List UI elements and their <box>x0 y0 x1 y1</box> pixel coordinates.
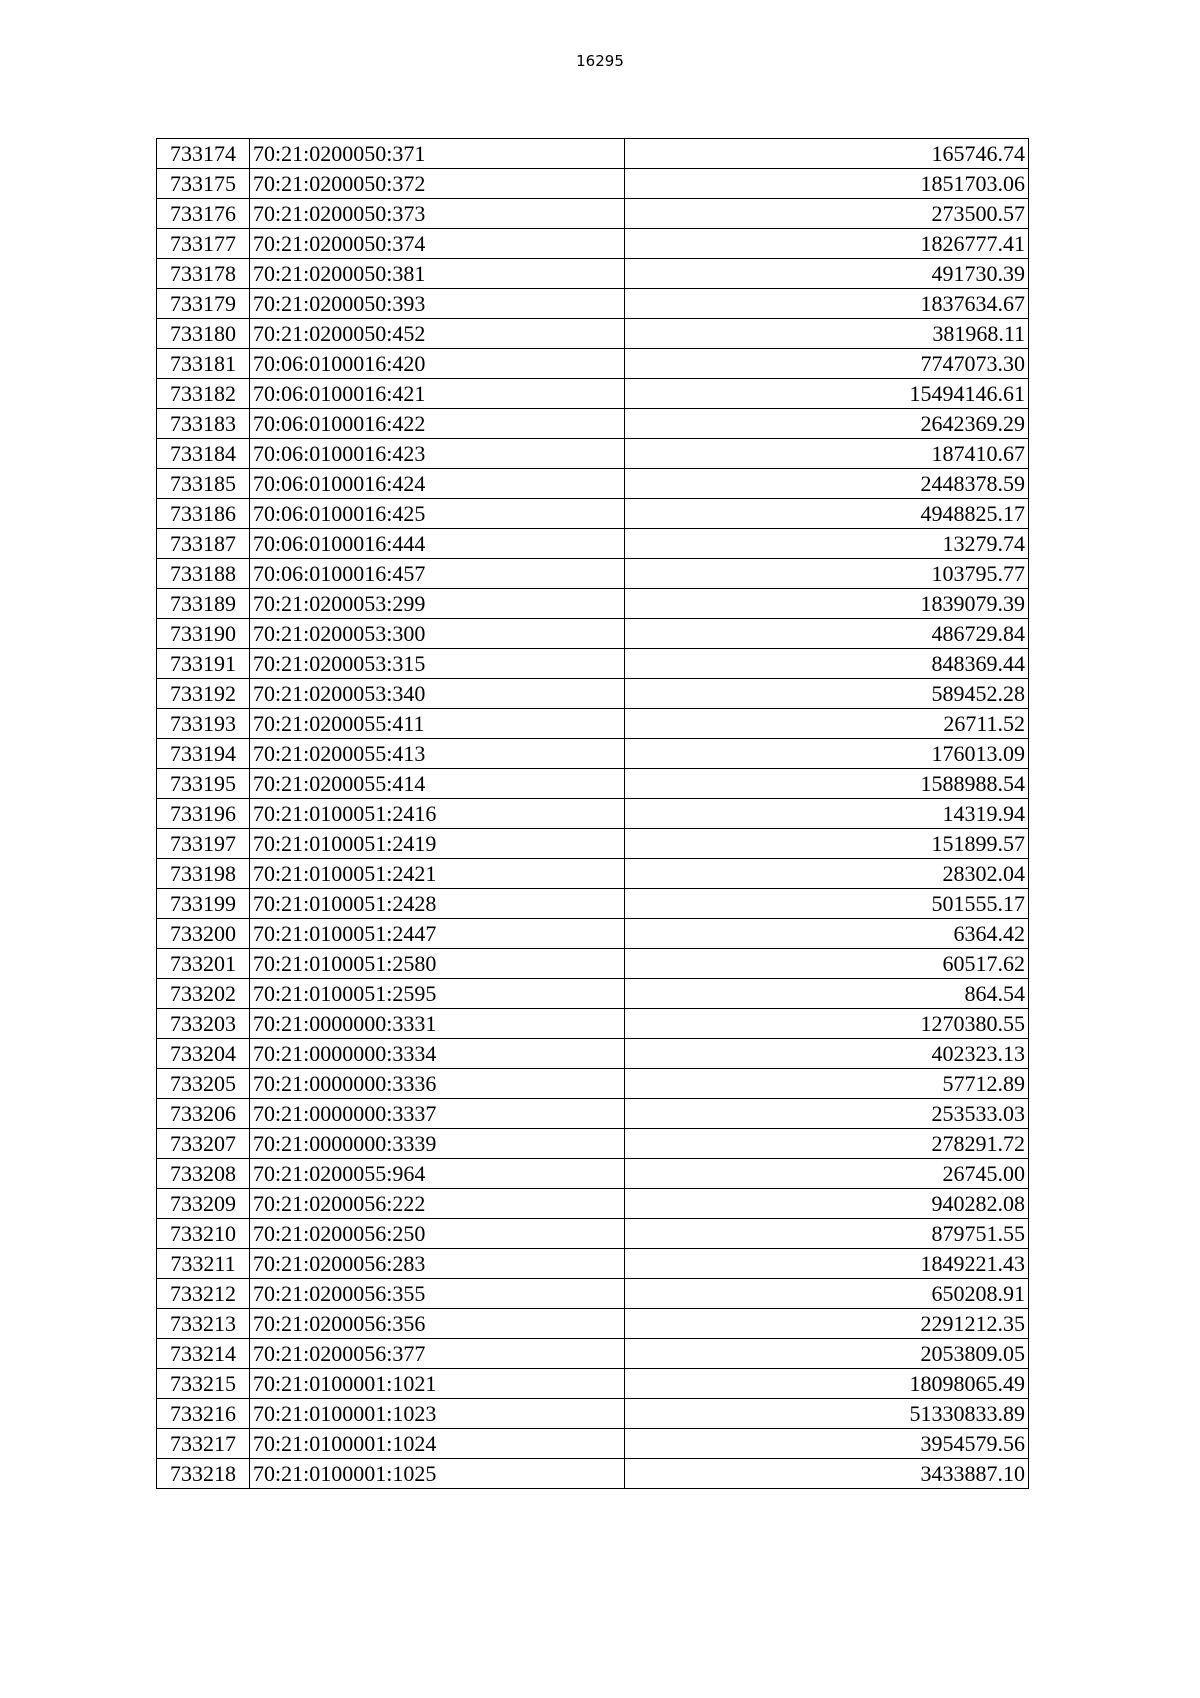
row-number-cell: 733187 <box>157 529 250 559</box>
row-number-cell: 733200 <box>157 919 250 949</box>
cadastral-number-cell: 70:21:0200056:283 <box>250 1249 625 1279</box>
table-row <box>157 199 1029 229</box>
table-row <box>157 1429 1029 1459</box>
cadastral-value-cell: 103795.77 <box>625 559 1029 589</box>
cadastral-value-cell: 187410.67 <box>625 439 1029 469</box>
table-row <box>157 469 1029 499</box>
row-number-cell: 733189 <box>157 589 250 619</box>
cadastral-number-cell: 70:21:0200050:372 <box>250 169 625 199</box>
cadastral-number-cell: 70:21:0200055:414 <box>250 769 625 799</box>
cadastral-number-cell: 70:21:0200050:373 <box>250 199 625 229</box>
cadastral-value-cell: 2291212.35 <box>625 1309 1029 1339</box>
table-row <box>157 949 1029 979</box>
row-number-cell: 733216 <box>157 1399 250 1429</box>
row-number-cell: 733211 <box>157 1249 250 1279</box>
cadastral-number-cell: 70:21:0100051:2580 <box>250 949 625 979</box>
row-number-cell: 733190 <box>157 619 250 649</box>
cadastral-value-cell: 1839079.39 <box>625 589 1029 619</box>
row-number-cell: 733191 <box>157 649 250 679</box>
table-row <box>157 589 1029 619</box>
row-number-cell: 733197 <box>157 829 250 859</box>
row-number-cell: 733208 <box>157 1159 250 1189</box>
table-row <box>157 439 1029 469</box>
cadastral-number-cell: 70:21:0000000:3336 <box>250 1069 625 1099</box>
row-number-cell: 733214 <box>157 1339 250 1369</box>
table-row <box>157 1249 1029 1279</box>
table-row <box>157 1159 1029 1189</box>
cadastral-value-cell: 60517.62 <box>625 949 1029 979</box>
table-row <box>157 1309 1029 1339</box>
cadastral-number-cell: 70:21:0100001:1025 <box>250 1459 625 1489</box>
cadastral-number-cell: 70:21:0200050:393 <box>250 289 625 319</box>
cadastral-value-cell: 165746.74 <box>625 139 1029 169</box>
cadastral-value-cell: 273500.57 <box>625 199 1029 229</box>
cadastral-value-cell: 57712.89 <box>625 1069 1029 1099</box>
row-number-cell: 733178 <box>157 259 250 289</box>
row-number-cell: 733212 <box>157 1279 250 1309</box>
cadastral-value-cell: 589452.28 <box>625 679 1029 709</box>
cadastral-number-cell: 70:21:0200055:964 <box>250 1159 625 1189</box>
row-number-cell: 733192 <box>157 679 250 709</box>
cadastral-value-cell: 3433887.10 <box>625 1459 1029 1489</box>
cadastral-value-cell: 1849221.43 <box>625 1249 1029 1279</box>
table-row <box>157 649 1029 679</box>
table-row <box>157 229 1029 259</box>
row-number-cell: 733198 <box>157 859 250 889</box>
cadastral-value-cell: 381968.11 <box>625 319 1029 349</box>
cadastral-number-cell: 70:06:0100016:444 <box>250 529 625 559</box>
cadastral-number-cell: 70:21:0100001:1021 <box>250 1369 625 1399</box>
cadastral-number-cell: 70:06:0100016:420 <box>250 349 625 379</box>
row-number-cell: 733206 <box>157 1099 250 1129</box>
row-number-cell: 733217 <box>157 1429 250 1459</box>
cadastral-number-cell: 70:21:0200056:377 <box>250 1339 625 1369</box>
cadastral-value-cell: 864.54 <box>625 979 1029 1009</box>
row-number-cell: 733201 <box>157 949 250 979</box>
cadastral-value-cell: 151899.57 <box>625 829 1029 859</box>
cadastral-value-cell: 3954579.56 <box>625 1429 1029 1459</box>
cadastral-number-cell: 70:06:0100016:424 <box>250 469 625 499</box>
row-number-cell: 733213 <box>157 1309 250 1339</box>
cadastral-value-cell: 15494146.61 <box>625 379 1029 409</box>
table-body <box>157 139 1029 1489</box>
cadastral-number-cell: 70:21:0100001:1024 <box>250 1429 625 1459</box>
cadastral-number-cell: 70:21:0100051:2595 <box>250 979 625 1009</box>
table-row <box>157 139 1029 169</box>
cadastral-number-cell: 70:21:0200056:222 <box>250 1189 625 1219</box>
cadastral-value-cell: 253533.03 <box>625 1099 1029 1129</box>
table-row <box>157 799 1029 829</box>
table-row <box>157 1279 1029 1309</box>
table-row <box>157 169 1029 199</box>
cadastral-number-cell: 70:21:0200053:300 <box>250 619 625 649</box>
cadastral-number-cell: 70:06:0100016:422 <box>250 409 625 439</box>
row-number-cell: 733185 <box>157 469 250 499</box>
table-row <box>157 1069 1029 1099</box>
table-row <box>157 1339 1029 1369</box>
cadastral-value-cell: 1851703.06 <box>625 169 1029 199</box>
cadastral-number-cell: 70:21:0100001:1023 <box>250 1399 625 1429</box>
row-number-cell: 733199 <box>157 889 250 919</box>
row-number-cell: 733218 <box>157 1459 250 1489</box>
table-row <box>157 379 1029 409</box>
cadastral-value-cell: 13279.74 <box>625 529 1029 559</box>
row-number-cell: 733180 <box>157 319 250 349</box>
table-row <box>157 709 1029 739</box>
cadastral-number-cell: 70:06:0100016:421 <box>250 379 625 409</box>
table-row <box>157 1009 1029 1039</box>
page-number: 16295 <box>576 52 624 70</box>
cadastral-number-cell: 70:21:0000000:3339 <box>250 1129 625 1159</box>
cadastral-value-cell: 6364.42 <box>625 919 1029 949</box>
table-row <box>157 979 1029 1009</box>
cadastral-number-cell: 70:21:0100051:2421 <box>250 859 625 889</box>
cadastral-value-cell: 1588988.54 <box>625 769 1029 799</box>
cadastral-number-cell: 70:21:0100051:2447 <box>250 919 625 949</box>
cadastral-value-cell: 28302.04 <box>625 859 1029 889</box>
row-number-cell: 733188 <box>157 559 250 589</box>
cadastral-number-cell: 70:21:0100051:2428 <box>250 889 625 919</box>
row-number-cell: 733184 <box>157 439 250 469</box>
table-row <box>157 829 1029 859</box>
cadastral-number-cell: 70:21:0200050:381 <box>250 259 625 289</box>
table-row <box>157 619 1029 649</box>
table-row <box>157 1459 1029 1489</box>
row-number-cell: 733210 <box>157 1219 250 1249</box>
cadastral-value-cell: 51330833.89 <box>625 1399 1029 1429</box>
cadastral-number-cell: 70:21:0200050:371 <box>250 139 625 169</box>
table-row <box>157 1399 1029 1429</box>
table-row <box>157 1039 1029 1069</box>
row-number-cell: 733176 <box>157 199 250 229</box>
cadastral-number-cell: 70:21:0200053:299 <box>250 589 625 619</box>
cadastral-number-cell: 70:21:0200056:355 <box>250 1279 625 1309</box>
table-row <box>157 259 1029 289</box>
cadastral-value-cell: 7747073.30 <box>625 349 1029 379</box>
cadastral-value-cell: 1837634.67 <box>625 289 1029 319</box>
row-number-cell: 733181 <box>157 349 250 379</box>
row-number-cell: 733175 <box>157 169 250 199</box>
cadastral-number-cell: 70:06:0100016:457 <box>250 559 625 589</box>
cadastral-number-cell: 70:21:0200050:374 <box>250 229 625 259</box>
cadastral-number-cell: 70:21:0000000:3331 <box>250 1009 625 1039</box>
row-number-cell: 733194 <box>157 739 250 769</box>
row-number-cell: 733177 <box>157 229 250 259</box>
cadastral-number-cell: 70:21:0100051:2416 <box>250 799 625 829</box>
table-row <box>157 679 1029 709</box>
row-number-cell: 733183 <box>157 409 250 439</box>
row-number-cell: 733202 <box>157 979 250 1009</box>
cadastral-value-cell: 2448378.59 <box>625 469 1029 499</box>
cadastral-value-cell: 4948825.17 <box>625 499 1029 529</box>
cadastral-number-cell: 70:06:0100016:425 <box>250 499 625 529</box>
table-row <box>157 919 1029 949</box>
table-row <box>157 1099 1029 1129</box>
row-number-cell: 733193 <box>157 709 250 739</box>
cadastral-value-cell: 940282.08 <box>625 1189 1029 1219</box>
row-number-cell: 733203 <box>157 1009 250 1039</box>
table-row <box>157 769 1029 799</box>
cadastral-number-cell: 70:21:0100051:2419 <box>250 829 625 859</box>
row-number-cell: 733174 <box>157 139 250 169</box>
row-number-cell: 733186 <box>157 499 250 529</box>
row-number-cell: 733204 <box>157 1039 250 1069</box>
cadastral-value-cell: 1826777.41 <box>625 229 1029 259</box>
cadastral-number-cell: 70:21:0200055:411 <box>250 709 625 739</box>
table-row <box>157 289 1029 319</box>
cadastral-value-cell: 879751.55 <box>625 1219 1029 1249</box>
table-row <box>157 559 1029 589</box>
cadastral-value-cell: 176013.09 <box>625 739 1029 769</box>
cadastral-value-cell: 1270380.55 <box>625 1009 1029 1039</box>
table-row <box>157 499 1029 529</box>
cadastral-value-cell: 14319.94 <box>625 799 1029 829</box>
row-number-cell: 733179 <box>157 289 250 319</box>
cadastral-number-cell: 70:21:0200056:356 <box>250 1309 625 1339</box>
cadastral-value-cell: 650208.91 <box>625 1279 1029 1309</box>
table-row <box>157 859 1029 889</box>
cadastral-number-cell: 70:21:0200056:250 <box>250 1219 625 1249</box>
cadastral-number-cell: 70:21:0000000:3337 <box>250 1099 625 1129</box>
table-row <box>157 739 1029 769</box>
cadastral-number-cell: 70:21:0200053:340 <box>250 679 625 709</box>
table-row <box>157 889 1029 919</box>
row-number-cell: 733209 <box>157 1189 250 1219</box>
cadastral-value-cell: 486729.84 <box>625 619 1029 649</box>
table-row <box>157 1369 1029 1399</box>
cadastral-number-cell: 70:21:0200055:413 <box>250 739 625 769</box>
cadastral-number-cell: 70:06:0100016:423 <box>250 439 625 469</box>
cadastral-value-cell: 402323.13 <box>625 1039 1029 1069</box>
cadastral-value-cell: 2642369.29 <box>625 409 1029 439</box>
table-row <box>157 529 1029 559</box>
cadastral-value-cell: 2053809.05 <box>625 1339 1029 1369</box>
row-number-cell: 733205 <box>157 1069 250 1099</box>
cadastral-value-cell: 848369.44 <box>625 649 1029 679</box>
cadastral-value-cell: 278291.72 <box>625 1129 1029 1159</box>
table-row <box>157 1129 1029 1159</box>
cadastral-value-cell: 501555.17 <box>625 889 1029 919</box>
row-number-cell: 733196 <box>157 799 250 829</box>
table-row <box>157 319 1029 349</box>
cadastral-value-cell: 26745.00 <box>625 1159 1029 1189</box>
cadastral-value-cell: 18098065.49 <box>625 1369 1029 1399</box>
cadastral-value-cell: 491730.39 <box>625 259 1029 289</box>
row-number-cell: 733207 <box>157 1129 250 1159</box>
cadastral-number-cell: 70:21:0200050:452 <box>250 319 625 349</box>
row-number-cell: 733215 <box>157 1369 250 1399</box>
row-number-cell: 733182 <box>157 379 250 409</box>
table-row <box>157 349 1029 379</box>
cadastral-value-table <box>156 138 1029 1489</box>
cadastral-number-cell: 70:21:0200053:315 <box>250 649 625 679</box>
table-row <box>157 409 1029 439</box>
row-number-cell: 733195 <box>157 769 250 799</box>
cadastral-number-cell: 70:21:0000000:3334 <box>250 1039 625 1069</box>
cadastral-value-cell: 26711.52 <box>625 709 1029 739</box>
table-row <box>157 1219 1029 1249</box>
table-row <box>157 1189 1029 1219</box>
